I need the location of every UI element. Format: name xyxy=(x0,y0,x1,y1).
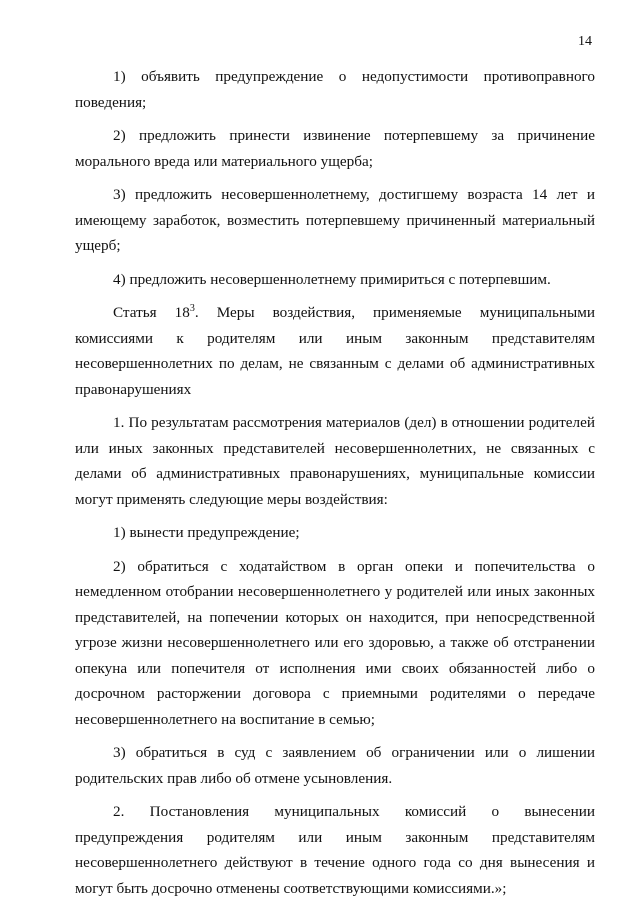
list-item: 2) предложить принести извинение потерпевшему за причинение морального вреда или материального ущерба; xyxy=(75,127,595,170)
section-paragraph: 2. Постановления муниципальных комиссий о вынесении предупреждения родителям или иным законным представителям несовершеннолетнего действуют в течение одного года со дня вынесения и могут быть досрочно отменены соответствующими комиссиями.»; xyxy=(75,803,595,897)
article-title: . Меры воздействия, применяемые муниципальными комиссиями к родителям или иным законным представителям несовершеннолетних по делам, не связанным с делами об административных правонарушениях xyxy=(75,304,595,398)
list-item: 4) предложить несовершеннолетнему примириться с потерпевшим. xyxy=(113,270,551,288)
page-number: 14 xyxy=(578,34,592,49)
document-body xyxy=(75,64,595,909)
list-item: 2) обратиться с ходатайством в орган опеки и попечительства о немедленном отобрании несовершеннолетнего у родителей или иных законных представителей, на попечении которых он находится, при непосредственной угрозе жизни несовершеннолетнего или его здоровью, а также об отстранении опекуна или попечителя от исполнения ими своих обязанностей либо о досрочном расторжении договора с приемными родителями о передаче несовершеннолетнего на воспитание в семью; xyxy=(75,557,595,728)
list-item: 1) вынести предупреждение; xyxy=(113,524,300,541)
article-number-superscript: 3 xyxy=(189,302,195,314)
list-item: 1) объявить предупреждение о недопустимости противоправного поведения; xyxy=(75,68,595,111)
article-label: Статья 18 xyxy=(113,304,190,321)
list-item: 3) обратиться в суд с заявлением об ограничении или о лишении родительских прав либо об отмене усыновления. xyxy=(75,744,595,787)
list-item: 3) предложить несовершеннолетнему, достигшему возраста 14 лет и имеющему заработок, возместить потерпевшему причиненный материальный ущерб; xyxy=(75,186,595,254)
section-intro: 1. По результатам рассмотрения материалов (дел) в отношении родителей или иных законных представителей несовершеннолетних, не связанных с делами об административных правонарушениях, муниципальные комиссии могут применять следующие меры воздействия: xyxy=(75,414,595,508)
article-heading xyxy=(75,300,595,402)
